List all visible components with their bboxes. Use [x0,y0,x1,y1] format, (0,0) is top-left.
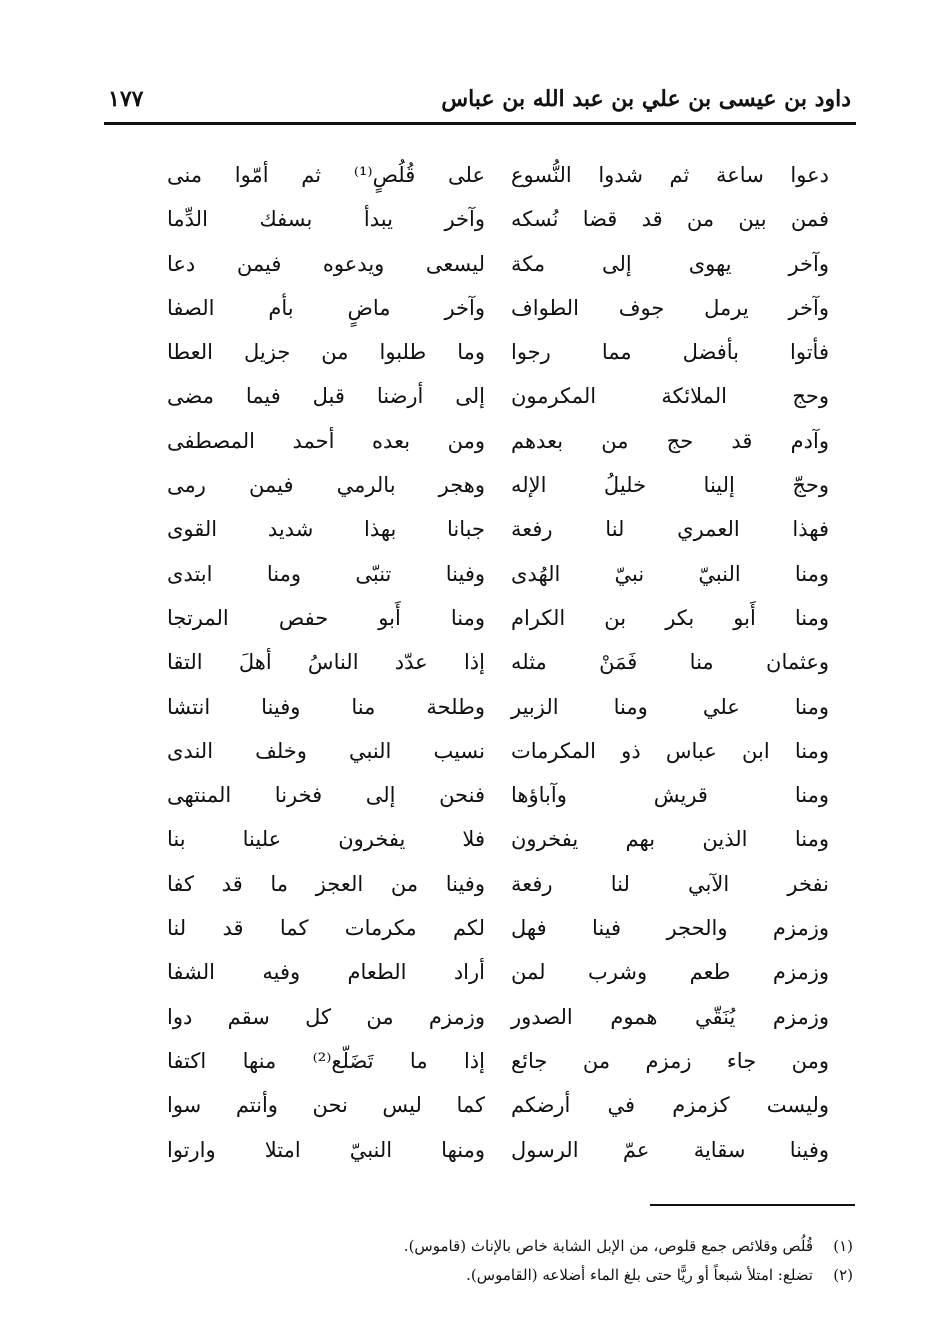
verse-line [0,773,931,817]
first-hemistich: فمن بين من قد قضا نُسكه [511,207,829,232]
footnote-text: قُلُص وقلائص جمع قلوص، من الإبل الشابة خاص بالإناث (قاموس). [403,1237,813,1255]
first-hemistich: ومنا علي ومنا الزبير [511,694,829,719]
second-hemistich: أراد الطعام وفيه الشفا [167,960,485,985]
first-hemistich: ومنا قريش وآباؤها [511,783,829,808]
second-hemistich: وفينا تنبّى ومنا ابتدى [167,561,485,586]
second-hemistich: وزمزم من كل سقم دوا [167,1004,485,1029]
first-hemistich: فهذا العمري لنا رفعة [511,517,829,542]
second-hemistich: ليسعى ويدعوه فيمن دعا [167,251,485,276]
second-hemistich: على قُلُصٍ⁽¹⁾ ثم أمّوا منى [167,163,486,187]
first-hemistich: وآدم قد حج من بعدهم [511,428,829,453]
footnote [133,1261,853,1290]
first-hemistich: وحج الملائكة المكرمون [511,384,829,409]
running-title: داود بن عيسى بن علي بن عبد الله بن عباس [441,86,851,112]
verse-line [0,552,931,596]
first-hemistich: ومنا الذين بهم يفخرون [511,827,829,852]
first-hemistich: وعثمان منا فَمَنْ مثله [511,650,829,675]
verse-line [0,419,931,463]
first-hemistich: فأتوا بأفضل مما رجوا [511,340,829,365]
footnote-rule [650,1204,855,1206]
verse-line [0,286,931,330]
first-hemistich: وزمزم والحجر فينا فهل [511,916,829,941]
verse-line [0,906,931,950]
verse-line [0,596,931,640]
first-hemistich: وزمزم طعم وشرب لمن [511,960,829,985]
footnote-text: تضلع: امتلأ شبعاً أو ريًّا حتى بلغ الماء أضلاعه (القاموس). [466,1266,813,1284]
first-hemistich: وفينا سقاية عمّ الرسول [511,1137,829,1162]
verse-line [0,507,931,551]
verse-line [0,197,931,241]
page-number: ١٧٧ [108,86,144,112]
second-hemistich: إذا ما تَضَلّع⁽²⁾ منها اكتفا [167,1048,485,1073]
first-hemistich: نفخر الآبي لنا رفعة [511,871,829,896]
footnote-number: (١) [833,1237,853,1255]
second-hemistich: لكم مكرمات كما قد لنا [167,916,485,941]
second-hemistich: نسيب النبي وخلف الندى [167,738,485,763]
first-hemistich: وزمزم يُنَقّي هموم الصدور [511,1004,829,1029]
first-hemistich: وآخر يهوى إلى مكة [511,251,829,276]
verse-line [0,1128,931,1172]
second-hemistich: ومنا أَبو حفص المرتجا [167,605,485,630]
poem [0,153,931,1172]
verse-line [0,374,931,418]
second-hemistich: إذا عدّد الناسُ أهلَ التقا [167,650,485,675]
first-hemistich: ومن جاء زمزم من جائع [511,1048,829,1073]
verse-line [0,729,931,773]
verse-line [0,242,931,286]
footnotes [133,1232,853,1290]
verse-line [0,995,931,1039]
verse-line [0,153,931,197]
second-hemistich: وآخر ماضٍ بأم الصفا [167,295,485,320]
first-hemistich: ومنا ابن عباس ذو المكرمات [511,738,829,763]
verse-line [0,1039,931,1083]
second-hemistich: إلى أرضنا قبل فيما مضى [167,384,485,409]
first-hemistich: وليست كزمزم في أرضكم [511,1093,829,1118]
first-hemistich: وآخر يرمل جوف الطواف [511,295,829,320]
verse-line [0,330,931,374]
second-hemistich: فلا يفخرون علينا بنا [167,827,485,852]
second-hemistich: وهجر بالرمي فيمن رمى [167,473,485,498]
second-hemistich: جبانا بهذا شديد القوى [167,517,485,542]
verse-line [0,1083,931,1127]
second-hemistich: كما ليس نحن وأنتم سوا [167,1093,485,1118]
second-hemistich: وما طلبوا من جزيل العطا [167,340,485,365]
footnote-number: (٢) [833,1266,853,1284]
second-hemistich: ومن بعده أحمد المصطفى [167,428,485,453]
verse-line [0,463,931,507]
second-hemistich: وآخر يبدأ بسفك الدِّما [167,207,485,232]
first-hemistich: دعوا ساعة ثم شدوا النُّسوع [511,163,829,187]
first-hemistich: ومنا النبيّ نبيّ الهُدى [511,561,829,586]
verse-line [0,817,931,861]
second-hemistich: ومنها النبيّ امتلا وارتوا [167,1137,485,1162]
first-hemistich: وحجّ إلينا خليلُ الإله [511,473,829,498]
first-hemistich: ومنا أَبو بكر بن الكرام [511,605,829,630]
verse-line [0,862,931,906]
second-hemistich: وفينا من العجز ما قد كفا [167,871,485,896]
verse-line [0,685,931,729]
verse-line [0,640,931,684]
second-hemistich: فنحن إلى فخرنا المنتهى [167,783,485,808]
second-hemistich: وطلحة منا وفينا انتشا [167,694,485,719]
verse-line [0,950,931,994]
header-rule [104,122,856,125]
footnote [133,1232,853,1261]
